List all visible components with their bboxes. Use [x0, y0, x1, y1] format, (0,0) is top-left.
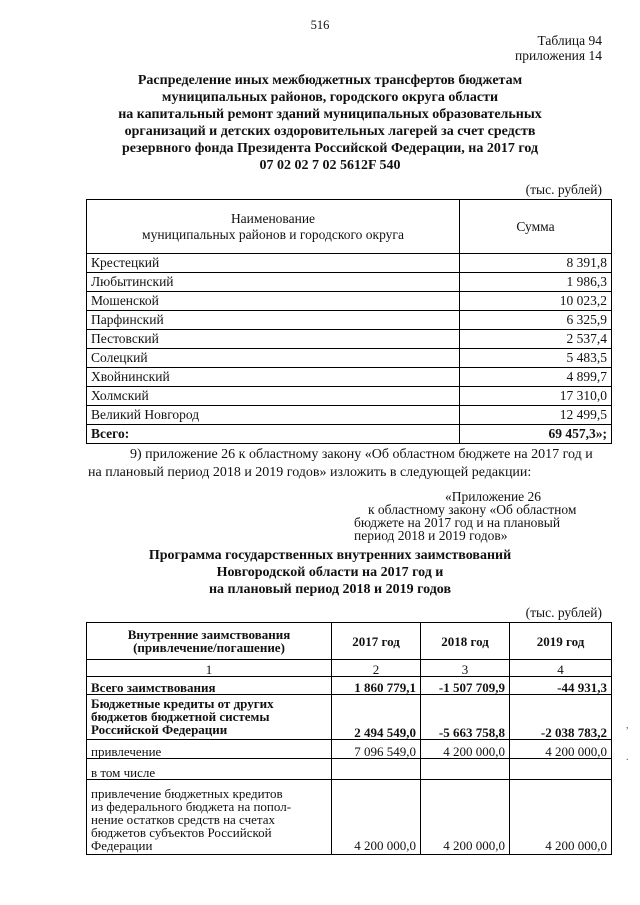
header-borrowing-line-1: Внутренние заимствования: [127, 627, 291, 642]
table-reference: [515, 33, 602, 63]
federal-credits-line: бюджетов субъектов Российской: [91, 825, 272, 840]
empty-cell: [510, 759, 612, 780]
attraction-label: привлечение: [87, 740, 332, 759]
header-name-line-1: Наименование: [230, 210, 316, 226]
total-value: 69 457,3»;: [460, 425, 612, 444]
title2-line: Программа государственных внутренних заимствований: [148, 548, 512, 563]
budget-credits-2019: -2 038 783,2: [510, 695, 612, 740]
column-number: 3: [421, 660, 510, 677]
empty-cell: [421, 759, 510, 780]
including-row: [87, 759, 612, 780]
attraction-row: [87, 740, 612, 759]
district-sum: 12 499,5: [460, 406, 612, 425]
header-sum-cell: Сумма: [460, 200, 612, 254]
title1-line: 07 02 02 7 02 5612F 540: [259, 158, 401, 173]
table-row: [87, 368, 612, 387]
total-row: [87, 425, 612, 444]
table-row: [87, 330, 612, 349]
district-sum: 2 537,4: [460, 330, 612, 349]
budget-credits-2018: -5 663 758,8: [421, 695, 510, 740]
header-2017: 2017 год: [332, 623, 421, 660]
federal-2017: 4 200 000,0: [332, 780, 421, 855]
title1-line: муниципальных районов, городского округа области: [161, 90, 499, 105]
units-label-1: (тыс. рублей): [525, 182, 602, 197]
table-row: [87, 349, 612, 368]
column-number: 2: [332, 660, 421, 677]
page-number: 516: [310, 18, 330, 32]
borrowing-table: [86, 622, 612, 855]
column-number: 4: [510, 660, 612, 677]
district-sum: 6 325,9: [460, 311, 612, 330]
units-label-2: (тыс. рублей): [525, 605, 602, 620]
attraction-2017: 7 096 549,0: [332, 740, 421, 759]
federal-credits-line: привлечение бюджетных кредитов: [91, 786, 283, 801]
header-2018: 2018 год: [421, 623, 510, 660]
total-label: Всего:: [87, 425, 460, 444]
district-name: Крестецкий: [87, 254, 460, 273]
district-sum: 10 023,2: [460, 292, 612, 311]
district-name: Хвойнинский: [87, 368, 460, 387]
district-name: Любытинский: [87, 273, 460, 292]
table-row: [87, 273, 612, 292]
federal-2019: 4 200 000,0: [510, 780, 612, 855]
budget-credits-label: [87, 695, 332, 740]
title2-line: на плановый период 2018 и 2019 годов: [208, 582, 452, 597]
title1-line: резервного фонда Президента Российской Федерации, на 2017 год: [121, 141, 539, 156]
table-row: [87, 387, 612, 406]
district-sum: 1 986,3: [460, 273, 612, 292]
federal-credits-line: Федерации: [91, 838, 153, 853]
budget-credits-line: Бюджетные кредиты от других: [91, 696, 274, 711]
table-row: [87, 292, 612, 311]
district-sum: 4 899,7: [460, 368, 612, 387]
title1-line: организаций и детских оздоровительных лагерей за счет средств: [124, 124, 536, 139]
header-2019: 2019 год: [510, 623, 612, 660]
header-name-line-2: муниципальных районов и городского округа: [142, 226, 404, 242]
attraction-2018: 4 200 000,0: [421, 740, 510, 759]
table1-title: [60, 72, 600, 174]
total-2018: -1 507 709,9: [421, 677, 510, 695]
header-borrowing-cell: [87, 623, 332, 660]
amendment-paragraph: [88, 446, 608, 482]
federal-credits-line: из федерального бюджета на попол-: [91, 799, 292, 814]
table-header-row: [87, 200, 612, 254]
annex-line-2: к областному закону «Об областном: [368, 502, 577, 517]
title2-line: Новгородской области на 2017 год и: [216, 565, 444, 580]
district-sum: 8 391,8: [460, 254, 612, 273]
table-row: [87, 406, 612, 425]
title1-line: Распределение иных межбюджетных трансфертов бюджетам: [137, 73, 523, 88]
federal-credits-row: [87, 780, 612, 855]
transfers-table: [86, 199, 612, 444]
annex-heading: [354, 490, 612, 542]
district-name: Солецкий: [87, 349, 460, 368]
paragraph-line-1: 9) приложение 26 к областному закону «Об областном бюджете на 2017: [130, 447, 560, 462]
district-name: Парфинский: [87, 311, 460, 330]
district-name: Пестовский: [87, 330, 460, 349]
district-name: Великий Новгород: [87, 406, 460, 425]
margin-mark: ,: [626, 720, 629, 731]
header-borrowing-line-2: (привлечение/погашение): [133, 640, 285, 655]
header-name-cell: [87, 200, 460, 254]
budget-credits-row: [87, 695, 612, 740]
annex-line-3: бюджете на 2017 год и на плановый: [354, 515, 561, 530]
table-row: [87, 311, 612, 330]
borrowing-program-title: [60, 547, 600, 598]
total-2019: -44 931,3: [510, 677, 612, 695]
numbering-row: [87, 660, 612, 677]
district-sum: 17 310,0: [460, 387, 612, 406]
paragraph-line-2: год и на плановый период 2018 и 2019 годов» изложить в следующей редакции:: [88, 447, 593, 480]
district-sum: 5 483,5: [460, 349, 612, 368]
federal-credits-label: [87, 780, 332, 855]
federal-2018: 4 200 000,0: [421, 780, 510, 855]
district-name: Мошенской: [87, 292, 460, 311]
column-number: 1: [87, 660, 332, 677]
margin-mark: .: [626, 752, 629, 763]
district-name: Холмский: [87, 387, 460, 406]
table-row: [87, 254, 612, 273]
budget-credits-line: Российской Федерации: [91, 722, 228, 737]
annex-line-1: «Приложение 26: [444, 489, 542, 504]
title1-line: на капитальный ремонт зданий муниципальных образовательных: [118, 107, 542, 122]
federal-credits-line: нение остатков средств на счетах: [91, 812, 275, 827]
budget-credits-line: бюджетов бюджетной системы: [91, 709, 270, 724]
table-ref-line-2: приложения 14: [514, 48, 602, 63]
total-2017: 1 860 779,1: [332, 677, 421, 695]
total-borrowing-label: Всего заимствования: [87, 677, 332, 695]
including-label: в том числе: [87, 759, 332, 780]
budget-credits-2017: 2 494 549,0: [332, 695, 421, 740]
attraction-2019: 4 200 000,0: [510, 740, 612, 759]
total-borrowing-row: [87, 677, 612, 695]
empty-cell: [332, 759, 421, 780]
borrowing-header-row: [87, 623, 612, 660]
table-ref-line-1: Таблица 94: [537, 33, 602, 48]
annex-line-4: период 2018 и 2019 годов»: [354, 528, 508, 543]
